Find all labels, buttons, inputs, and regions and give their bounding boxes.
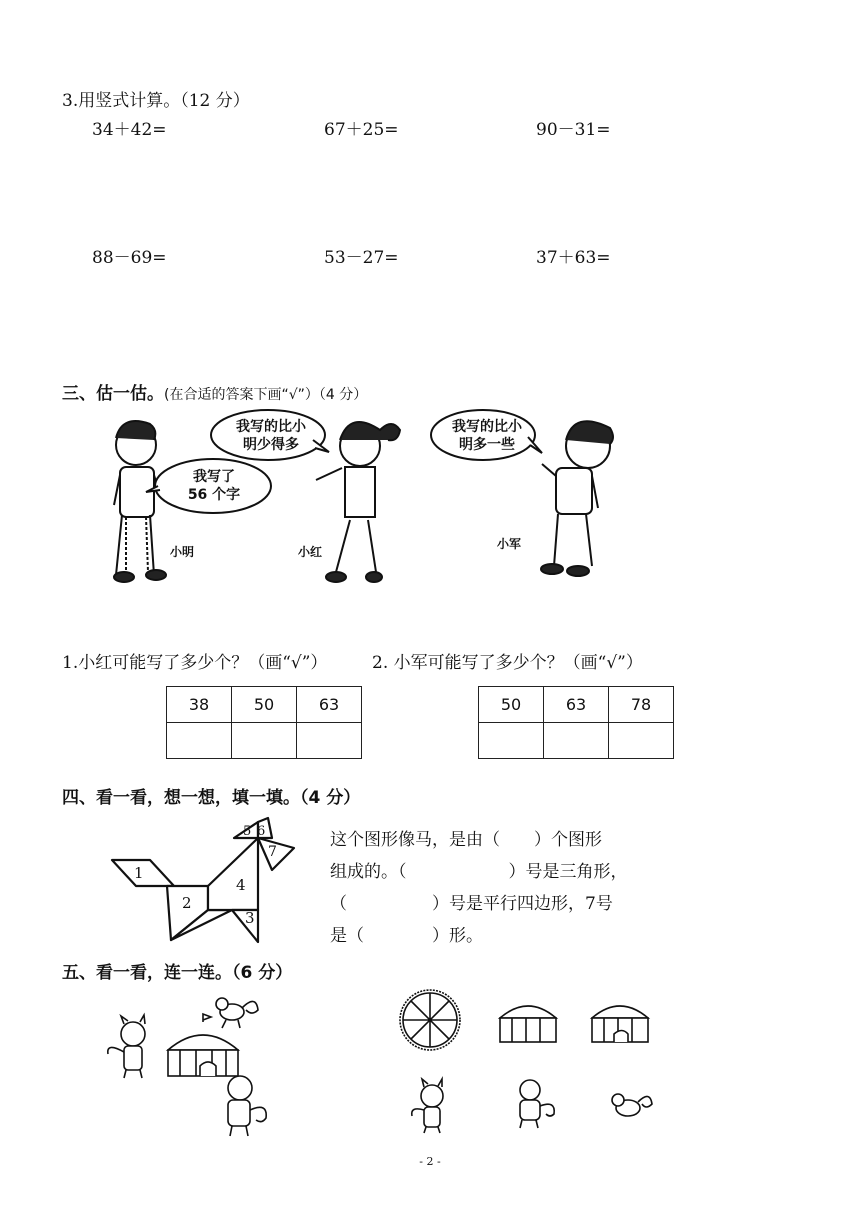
option-cell: 63 xyxy=(297,687,362,723)
monkey-left-icon xyxy=(228,1076,266,1136)
bird-right-icon xyxy=(612,1094,652,1116)
problem-1: 34＋42= xyxy=(92,120,167,140)
piece-label-4: 4 xyxy=(236,876,246,894)
estimate-q2: 2. 小军可能写了多少个？（画“√”） xyxy=(372,653,643,673)
piece-label-7: 7 xyxy=(268,844,277,860)
estimate-q1: 1.小红可能写了多少个？（画“√”） xyxy=(62,653,328,673)
option-cell: 63 xyxy=(544,687,609,723)
xiaohong-bubble-line2: 明少得多 xyxy=(243,437,299,453)
piece-label-6: 6 xyxy=(257,824,266,839)
estimate-note: (在合适的答案下画“√”）（4 分） xyxy=(164,387,368,403)
estimate-heading-text: 三、估一估。 xyxy=(62,384,164,404)
xiaoming-bubble-line2: 56 个字 xyxy=(187,487,241,503)
section4-line-2: 组成的。（ ）号是三角形， xyxy=(330,862,628,882)
ferris-wheel-icon xyxy=(400,990,460,1050)
xiaohong-bubble-line1: 我写的比小 xyxy=(236,419,306,435)
tent-left-icon xyxy=(168,1014,238,1076)
section4-line-1: 这个图形像马，是由（ ）个图形 xyxy=(330,830,602,850)
problem-6: 37＋63= xyxy=(536,248,611,268)
cat-right-icon xyxy=(412,1079,443,1133)
monkey-right-icon xyxy=(520,1080,554,1128)
name-xiaohong: 小红 xyxy=(298,545,323,559)
bird-left-icon xyxy=(216,998,258,1028)
page-number: - 2 - xyxy=(419,1155,441,1168)
problem-3: 90－31= xyxy=(536,120,611,140)
option-cell: 50 xyxy=(479,687,544,723)
tent-right2-icon xyxy=(592,1006,648,1042)
problem-4: 88－69= xyxy=(92,248,167,268)
xiaoming-bubble-line1: 我写了 xyxy=(193,469,235,485)
section3-title: 3.用竖式计算。（12 分） xyxy=(62,91,250,111)
piece-label-2: 2 xyxy=(182,894,192,912)
cat-left-icon xyxy=(108,1015,145,1078)
xiaojun-bubble-line2: 明多一些 xyxy=(459,437,515,453)
section4-line-4: 是（ ）形。 xyxy=(330,926,483,946)
option-cell: 78 xyxy=(609,687,674,723)
option-cell: 38 xyxy=(167,687,232,723)
name-xiaoming: 小明 xyxy=(170,545,195,559)
piece-label-1: 1 xyxy=(134,864,144,882)
section4-line-3: （ ）号是平行四边形，7号 xyxy=(330,894,613,914)
name-xiaojun: 小军 xyxy=(497,537,522,551)
problem-5: 53－27= xyxy=(324,248,399,268)
tent-right1-icon xyxy=(500,1006,556,1042)
xiaojun-bubble-line1: 我写的比小 xyxy=(452,419,522,435)
piece-label-5: 5 xyxy=(243,824,252,839)
problem-2: 67＋25= xyxy=(324,120,399,140)
section4-heading: 四、看一看，想一想，填一填。（4 分） xyxy=(62,788,361,808)
section5-heading: 五、看一看，连一连。（6 分） xyxy=(62,963,293,983)
option-cell: 50 xyxy=(232,687,297,723)
piece-label-3: 3 xyxy=(245,909,255,927)
